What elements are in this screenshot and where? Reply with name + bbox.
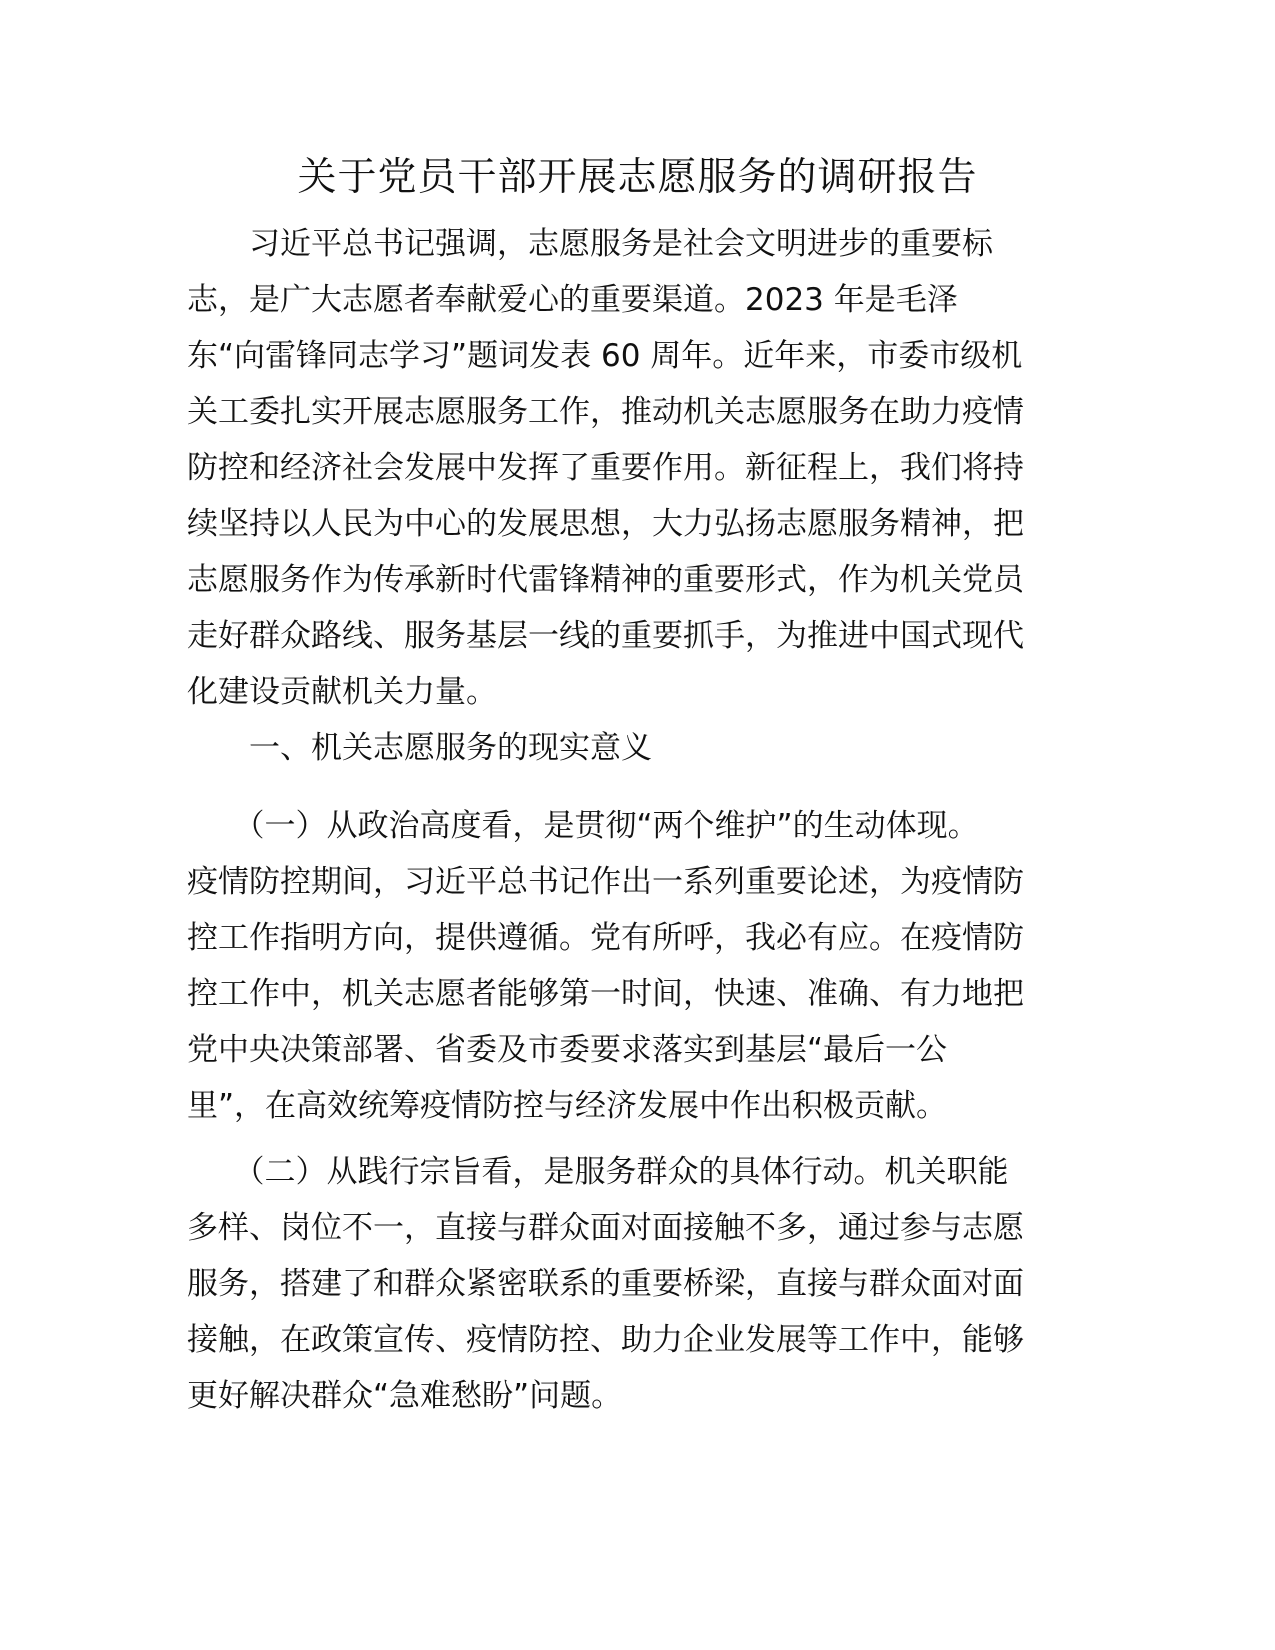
- text-line: 东“向雷锋同志学习”题词发表 60 周年。近年来，市委市级机: [187, 338, 1023, 374]
- text-line: 控工作中，机关志愿者能够第一时间，快速、准确、有力地把: [187, 976, 1024, 1012]
- text-line: 党中央决策部署、省委及市委要求落实到基层“最后一公: [187, 1032, 948, 1068]
- text-line: 防控和经济社会发展中发挥了重要作用。新征程上，我们将持: [187, 450, 1024, 486]
- text-line: 服务，搭建了和群众紧密联系的重要桥梁，直接与群众面对面: [187, 1266, 1024, 1302]
- text-line: 控工作指明方向，提供遵循。党有所呼，我必有应。在疫情防: [187, 920, 1024, 956]
- text-line: 更好解决群众“急难愁盼”问题。: [187, 1378, 623, 1414]
- text-line: 疫情防控期间，习近平总书记作出一系列重要论述，为疫情防: [187, 864, 1024, 900]
- text-line: （一）从政治高度看，是贯彻“两个维护”的生动体现。: [187, 808, 979, 844]
- text-line: （二）从践行宗旨看，是服务群众的具体行动。机关职能: [187, 1154, 1009, 1190]
- text-line: 里”，在高效统筹疫情防控与经济发展中作出积极贡献。: [187, 1088, 948, 1124]
- text-line: 多样、岗位不一，直接与群众面对面接触不多，通过参与志愿: [187, 1210, 1024, 1246]
- text-line: 关工委扎实开展志愿服务工作，推动机关志愿服务在助力疫情: [187, 394, 1024, 430]
- text-line: 志，是广大志愿者奉献爱心的重要渠道。2023 年是毛泽: [187, 282, 958, 318]
- text-line: 习近平总书记强调，志愿服务是社会文明进步的重要标: [187, 226, 993, 262]
- document-title: 关于党员干部开展志愿服务的调研报告: [297, 155, 978, 200]
- section-heading: 一、机关志愿服务的现实意义: [187, 730, 652, 766]
- text-line: 接触，在政策宣传、疫情防控、助力企业发展等工作中，能够: [187, 1322, 1024, 1358]
- text-line: 志愿服务作为传承新时代雷锋精神的重要形式，作为机关党员: [187, 562, 1024, 598]
- text-line: 走好群众路线、服务基层一线的重要抓手，为推进中国式现代: [187, 618, 1024, 654]
- text-line: 化建设贡献机关力量。: [187, 674, 497, 710]
- text-line: 续坚持以人民为中心的发展思想，大力弘扬志愿服务精神，把: [187, 506, 1024, 542]
